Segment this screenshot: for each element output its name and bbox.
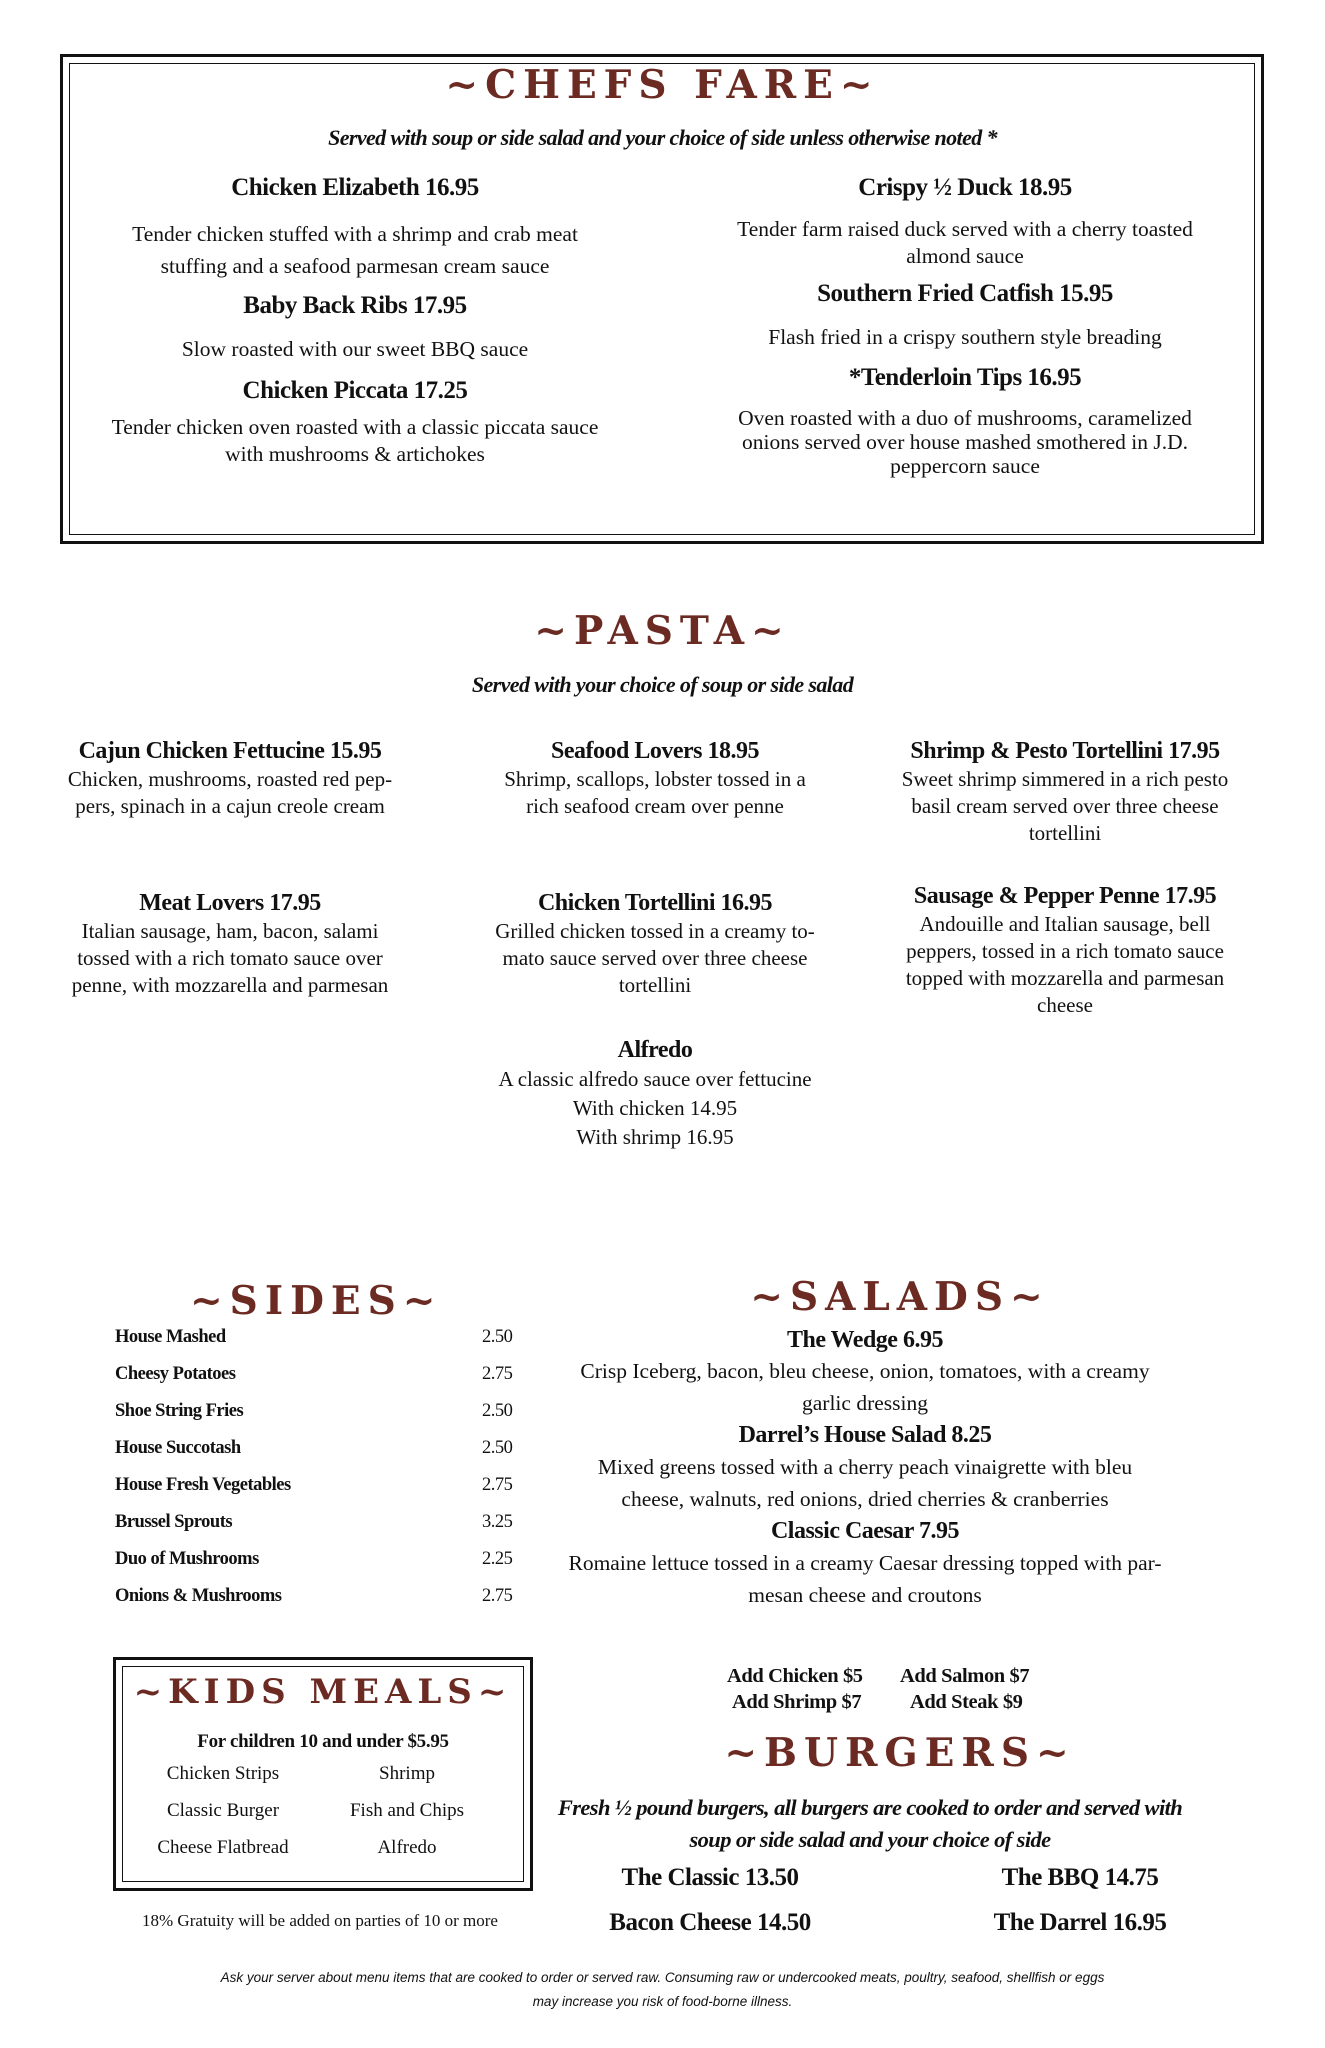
menu-item-name: Southern Fried Catfish 15.95 (817, 280, 1113, 307)
kids-subtitle: For children 10 and under $5.95 (197, 1731, 449, 1752)
burger-item: The Darrel 16.95 (993, 1909, 1167, 1936)
menu-item-desc: Andouille and Italian sausage, bell (919, 912, 1211, 936)
menu-item-desc: Sweet shrimp simmered in a rich pesto (901, 767, 1229, 791)
pasta-item (450, 1035, 860, 1152)
menu-item-name: *Tenderloin Tips 16.95 (848, 364, 1082, 391)
menu-item-desc: stuffing and a seafood parmesan cream sauce (160, 254, 550, 278)
menu-item-desc: Crisp Iceberg, bacon, bleu cheese, onion, tomatoes, with a creamy (580, 1359, 1150, 1383)
burgers-subtitle-line: soup or side salad and your choice of side (689, 1827, 1051, 1852)
menu-item-desc: Italian sausage, ham, bacon, salami (81, 919, 379, 943)
side-name: Brussel Sprouts (115, 1512, 233, 1532)
menu-item-desc: Slow roasted with our sweet BBQ sauce (181, 337, 529, 361)
menu-item-name: Chicken Piccata 17.25 (242, 377, 468, 404)
sides-heading: ~SIDES~ (190, 1278, 443, 1324)
addon: Add Salmon $7 (900, 1665, 1030, 1687)
addon: Add Chicken $5 (727, 1665, 863, 1687)
chefs-fare-subtitle: Served with soup or side salad and your choice of side unless otherwise noted * (328, 125, 997, 150)
menu-item-desc: A classic alfredo sauce over fettucine (498, 1067, 812, 1091)
menu-item-name: Baby Back Ribs 17.95 (243, 292, 467, 319)
burgers-subtitle-line: Fresh ½ pound burgers, all burgers are cooked to order and served with (557, 1795, 1183, 1820)
menu-item-name: Sausage & Pepper Penne 17.95 (913, 883, 1217, 909)
menu-item-desc: rich seafood cream over penne (526, 794, 784, 818)
chefs-left-column (70, 174, 640, 468)
kids-item: Fish and Chips (349, 1800, 465, 1821)
side-price: 3.25 (482, 1512, 513, 1532)
menu-item-desc: Tender farm raised duck served with a cherry toasted (737, 217, 1193, 241)
addon: Add Steak $9 (910, 1691, 1023, 1713)
menu-item-desc: with mushrooms & artichokes (225, 442, 485, 466)
menu-item-desc: Shrimp, scallops, lobster tossed in a (504, 767, 806, 791)
menu-item-desc: almond sauce (906, 244, 1024, 268)
menu-item-name: The Wedge 6.95 (787, 1327, 943, 1353)
footer-line: Ask your server about menu items that are cooked to order or served raw. Consuming raw or undercooked meats, poultry, seafood, shellfish or eggs (220, 1970, 1105, 1985)
menu-item-desc: basil cream served over three cheese (911, 794, 1219, 818)
footer-disclaimer (0, 1966, 1325, 2014)
menu-item-desc: Chicken, mushrooms, roasted red pep- (67, 767, 393, 791)
pasta-subtitle: Served with your choice of soup or side salad (471, 672, 854, 697)
menu-item-desc: tossed with a rich tomato sauce over (77, 946, 383, 970)
salads-list (545, 1325, 1185, 1611)
menu-item-desc: Romaine lettuce tossed in a creamy Caesar dressing topped with par- (568, 1551, 1162, 1575)
menu-item-desc: peppers, tossed in a rich tomato sauce (906, 939, 1224, 963)
menu-item-name: Seafood Lovers 18.95 (551, 738, 759, 764)
side-price: 2.50 (482, 1401, 513, 1421)
pasta-item (55, 736, 405, 820)
footer-line: may increase you risk of food-borne illness. (532, 1994, 793, 2009)
side-price: 2.25 (482, 1549, 513, 1569)
side-name: Onions & Mushrooms (115, 1586, 282, 1606)
pasta-item (470, 888, 840, 999)
menu-item-desc: topped with mozzarella and parmesan (905, 966, 1225, 990)
menu-item-name: Chicken Tortellini 16.95 (537, 890, 773, 916)
kids-item: Chicken Strips (166, 1763, 280, 1784)
pasta-item (55, 888, 405, 999)
menu-item-desc: garlic dressing (802, 1391, 928, 1415)
menu-item-name: Alfredo (617, 1037, 693, 1063)
menu-item-name: Darrel’s House Salad 8.25 (738, 1422, 992, 1448)
pasta-item (880, 881, 1250, 1019)
addon: Add Shrimp $7 (732, 1691, 862, 1713)
menu-item-desc: Grilled chicken tossed in a creamy to- (495, 919, 815, 943)
side-name: Duo of Mushrooms (115, 1549, 259, 1569)
menu-item-name: Crispy ½ Duck 18.95 (858, 174, 1072, 201)
menu-item-desc: Flash fried in a crispy southern style breading (768, 325, 1162, 349)
side-price: 2.75 (482, 1586, 513, 1606)
kids-item: Classic Burger (166, 1800, 280, 1821)
menu-item-desc: With shrimp 16.95 (576, 1125, 734, 1149)
menu-item-desc: Mixed greens tossed with a cherry peach vinaigrette with bleu (597, 1455, 1133, 1479)
burgers-subtitle (540, 1792, 1200, 1856)
side-name: House Mashed (115, 1327, 226, 1347)
menu-item-desc: peppercorn sauce (890, 454, 1040, 478)
chefs-fare-heading: ~CHEFS FARE~ (445, 62, 880, 108)
menu-item-desc: penne, with mozzarella and parmesan (71, 973, 389, 997)
side-price: 2.75 (482, 1364, 513, 1384)
side-price: 2.50 (482, 1327, 513, 1347)
kids-meals-heading: ~KIDS MEALS~ (133, 1672, 513, 1712)
side-name: House Fresh Vegetables (115, 1475, 291, 1495)
menu-item-desc: onions served over house mashed smothered in J.D. (741, 430, 1189, 454)
kids-item: Alfredo (377, 1837, 437, 1858)
menu-item-desc: cheese (1037, 993, 1093, 1017)
menu-item-desc: Tender chicken oven roasted with a classic piccata sauce (111, 415, 599, 439)
menu-item-name: Chicken Elizabeth 16.95 (231, 174, 479, 201)
pasta-item (470, 736, 840, 820)
menu-item-name: Shrimp & Pesto Tortellini 17.95 (910, 738, 1220, 764)
menu-item-name: Classic Caesar 7.95 (770, 1518, 960, 1544)
menu-item-desc: With chicken 14.95 (572, 1096, 738, 1120)
side-name: Cheesy Potatoes (115, 1364, 236, 1384)
kids-item: Cheese Flatbread (157, 1837, 289, 1858)
side-price: 2.75 (482, 1475, 513, 1495)
side-name: Shoe String Fries (115, 1401, 244, 1421)
burgers-heading: ~BURGERS~ (724, 1730, 1076, 1776)
burger-item: The Classic 13.50 (621, 1864, 799, 1891)
gratuity-note: 18% Gratuity will be added on parties of 10 or more (142, 1911, 498, 1930)
menu-item-desc: tortellini (618, 973, 692, 997)
burger-item: The BBQ 14.75 (1001, 1864, 1159, 1891)
menu-item-desc: tortellini (1028, 821, 1102, 845)
menu-item-desc: Tender chicken stuffed with a shrimp and crab meat (132, 222, 578, 246)
menu-item-desc: pers, spinach in a cajun creole cream (75, 794, 385, 818)
menu-item-name: Meat Lovers 17.95 (139, 890, 321, 916)
menu-item-name: Cajun Chicken Fettucine 15.95 (78, 738, 382, 764)
menu-item-desc: mato sauce served over three cheese (502, 946, 808, 970)
salads-heading: ~SALADS~ (750, 1274, 1050, 1320)
side-price: 2.50 (482, 1438, 513, 1458)
menu-item-desc: cheese, walnuts, red onions, dried cherries & cranberries (621, 1487, 1109, 1511)
side-name: House Succotash (115, 1438, 241, 1458)
kids-item: Shrimp (379, 1763, 435, 1784)
menu-item-desc: Oven roasted with a duo of mushrooms, caramelized (738, 406, 1192, 430)
menu-item-desc: mesan cheese and croutons (748, 1583, 982, 1607)
chefs-right-column (680, 174, 1250, 478)
pasta-item (880, 736, 1250, 847)
burger-item: Bacon Cheese 14.50 (609, 1909, 811, 1936)
pasta-heading: ~PASTA~ (534, 608, 791, 654)
